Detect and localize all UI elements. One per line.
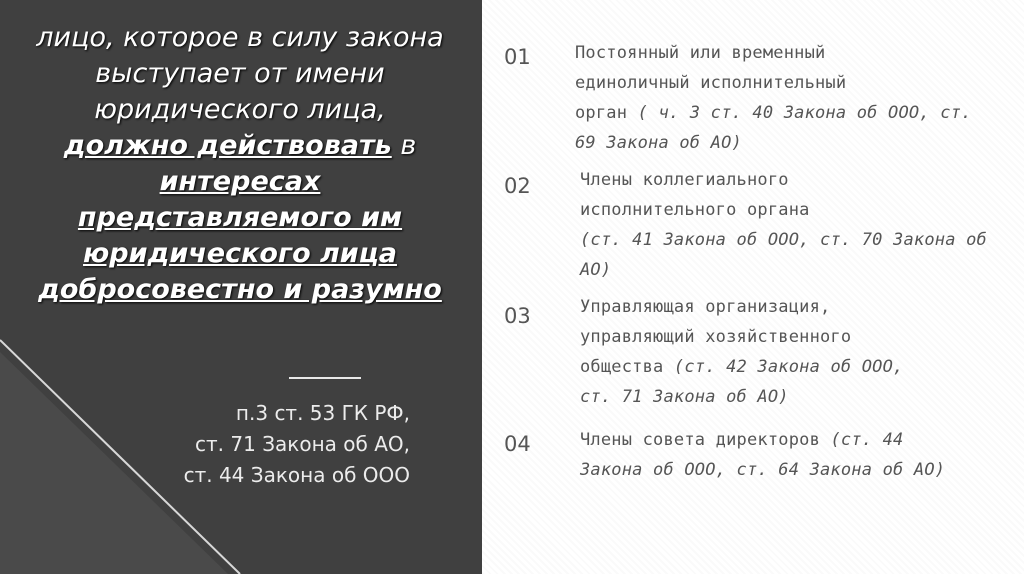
item-citation: ( ч. 3 ст. 40 Закона об ООО, ст.: [637, 103, 972, 123]
statement-plain-1: лицо, которое в силу закона выступает от имени юридического лица,: [36, 22, 444, 125]
item-text-line: Члены совета директоров: [580, 430, 831, 450]
item-citation: (ст. 42 Закона об ООО,: [673, 357, 904, 377]
statement-plain-2: в: [391, 130, 417, 161]
item-citation: АО): [580, 260, 612, 280]
item-citation: ст. 71 Закона об АО): [580, 387, 789, 407]
item-text-line: управляющий хозяйственного: [580, 327, 852, 347]
item-citation: (ст. 41 Закона об ООО, ст. 70 Закона об: [580, 230, 987, 250]
list-item: [575, 38, 972, 158]
statement-emphasis-2: интересах представляемого им юридического лица добросовестно и разумно: [38, 166, 442, 305]
list-item: [580, 165, 987, 285]
left-panel: [0, 0, 482, 574]
item-number: 04: [504, 432, 531, 456]
reference-line: п.3 ст. 53 ГК РФ,: [235, 401, 410, 425]
item-text-line: орган: [575, 103, 638, 123]
reference-line: ст. 44 Закона об ООО: [183, 463, 410, 487]
item-text-line: исполнительного органа: [580, 200, 810, 220]
item-text-line: Члены коллегиального: [580, 170, 789, 190]
item-number: 02: [504, 174, 531, 198]
divider: [289, 377, 361, 379]
item-text-line: Управляющая организация,: [580, 297, 831, 317]
reference-line: ст. 71 Закона об АО,: [195, 432, 410, 456]
list-item: [580, 425, 945, 485]
item-number: 03: [504, 304, 531, 328]
list-item: [580, 292, 904, 412]
main-statement: [30, 20, 450, 308]
item-text-line: единоличный исполнительный: [575, 73, 847, 93]
item-number: 01: [504, 45, 531, 69]
statement-emphasis-1: должно действовать: [63, 130, 392, 161]
item-citation: Закона об ООО, ст. 64 Закона об АО): [580, 460, 946, 480]
item-citation: (ст. 44: [830, 430, 904, 450]
item-text-line: общества: [580, 357, 674, 377]
item-citation: 69 Закона об АО): [575, 133, 742, 153]
legal-references: [100, 398, 410, 491]
item-text-line: Постоянный или временный: [575, 43, 826, 63]
right-panel: [482, 0, 1024, 574]
